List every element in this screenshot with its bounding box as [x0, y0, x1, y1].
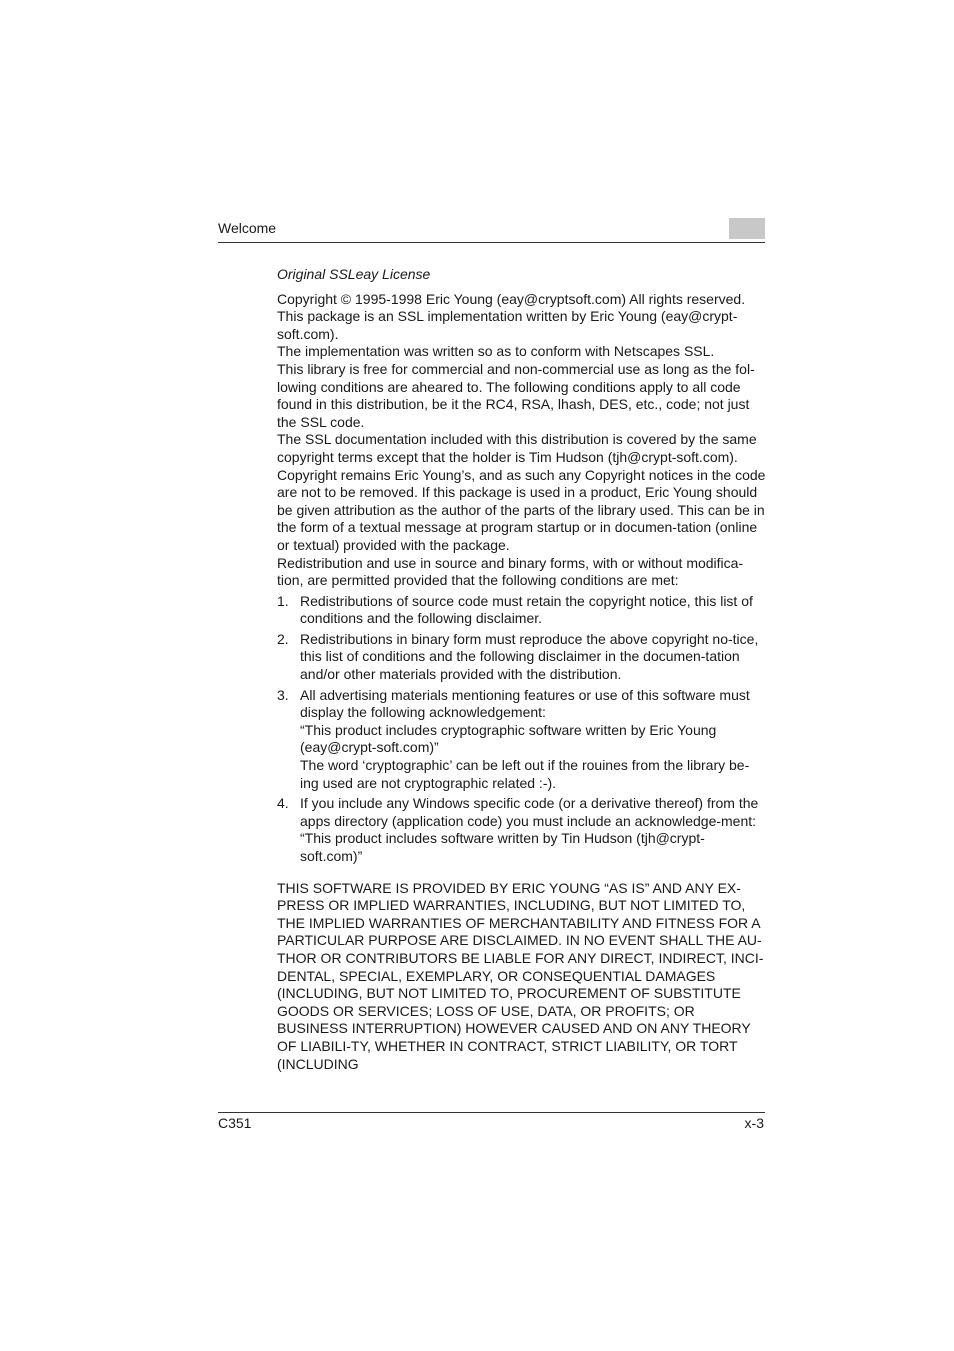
list-item: [277, 631, 767, 684]
paragraph-package: This package is an SSL implementation written by Eric Young (eay@crypt-soft.com).: [277, 308, 738, 342]
header-tab-marker: [729, 218, 765, 239]
list-item-text: All advertising materials mentioning features or use of this software must display the following acknowledgement:: [300, 686, 750, 721]
list-item-text: Redistributions in binary form must reproduce the above copyright no-tice, this list of conditions and the following disclaimer in the documen-tation and/or other materials provided with the distribution.: [300, 630, 759, 683]
list-item-note: The word ‘cryptographic’ can be left out if the rouines from the library be-ing used are not cryptographic related :-).: [300, 757, 750, 791]
list-item-quote: “This product includes cryptographic software written by Eric Young (eay@crypt-soft.com)”: [300, 721, 717, 756]
header-section-title: Welcome: [218, 220, 277, 236]
list-item-number: 3.: [277, 686, 289, 703]
list-item: [277, 795, 767, 865]
paragraph-ssl-docs: The SSL documentation included with this distribution is covered by the same copyright terms except that the holder is Tim Hudson (tjh@crypt-soft.com).: [277, 431, 757, 465]
list-item-text: Redistributions of source code must retain the copyright notice, this list of conditions and the following disclaimer.: [300, 592, 753, 627]
list-item-number: 1.: [277, 592, 289, 609]
list-item: [277, 687, 767, 793]
list-item: [277, 593, 767, 628]
paragraph-copyright-remains: Copyright remains Eric Young’s, and as such any Copyright notices in the code are not to be removed. If this package is used in a product, Eric Young should be given attribution as the author of the parts of the library used. This can be in the form of a textual message at program startup or in documen-tation (online or textual) provided with the package.: [277, 466, 766, 553]
list-item-quote: “This product includes software written by Tin Hudson (tjh@crypt-soft.com)”: [300, 830, 705, 864]
paragraph-implementation: The implementation was written so as to conform with Netscapes SSL.: [277, 343, 715, 360]
list-item-text: If you include any Windows specific code (or a derivative thereof) from the apps directory (application code) you must include an acknowledge-ment:: [300, 795, 759, 829]
list-item-number: 4.: [277, 795, 289, 812]
paragraph-copyright: Copyright © 1995-1998 Eric Young (eay@cryptsoft.com) All rights reserved.: [277, 290, 746, 307]
conditions-list: [277, 593, 767, 866]
paragraph-redistribution: Redistribution and use in source and binary forms, with or without modifica-tion, are permitted provided that the following conditions are met:: [277, 554, 744, 589]
license-title: Original SSLeay License: [277, 266, 431, 282]
footer-page-number: x-3: [744, 1115, 764, 1131]
document-body: [277, 266, 767, 1073]
list-item-number: 2.: [277, 630, 289, 647]
footer-model: C351: [218, 1115, 252, 1131]
header-divider: [218, 242, 765, 243]
warranty-disclaimer: THIS SOFTWARE IS PROVIDED BY ERIC YOUNG “AS IS” AND ANY EX-PRESS OR IMPLIED WARRANTIES, INCLUDING, BUT NOT LIMITED TO, THE IMPLIED WARRANTIES OF MERCHANTABILITY AND FITNESS FOR A PARTICULAR PURPOSE ARE DISCLAIMED. IN NO EVENT SHALL THE AU-THOR OR CONTRIBUTORS BE LIABLE FOR ANY DIRECT, INDIRECT, INCI-DENTAL, SPECIAL, EXEMPLARY, OR CONSEQUENTIAL DAMAGES (INCLUDING, BUT NOT LIMITED TO, PROCUREMENT OF SUBSTITUTE GOODS OR SERVICES; LOSS OF USE, DATA, OR PROFITS; OR BUSINESS INTERRUPTION) HOWEVER CAUSED AND ON ANY THEORY OF LIABILI-TY, WHETHER IN CONTRACT, STRICT LIABILITY, OR TORT (INCLUDING: [277, 879, 764, 1072]
footer-divider: [218, 1112, 765, 1113]
paragraph-library-free: This library is free for commercial and non-commercial use as long as the fol-lowing conditions are aheared to. The following conditions apply to all code found in this distribution, be it the RC4, RSA, lhash, DES, etc., code; not just the SSL code.: [277, 360, 755, 430]
